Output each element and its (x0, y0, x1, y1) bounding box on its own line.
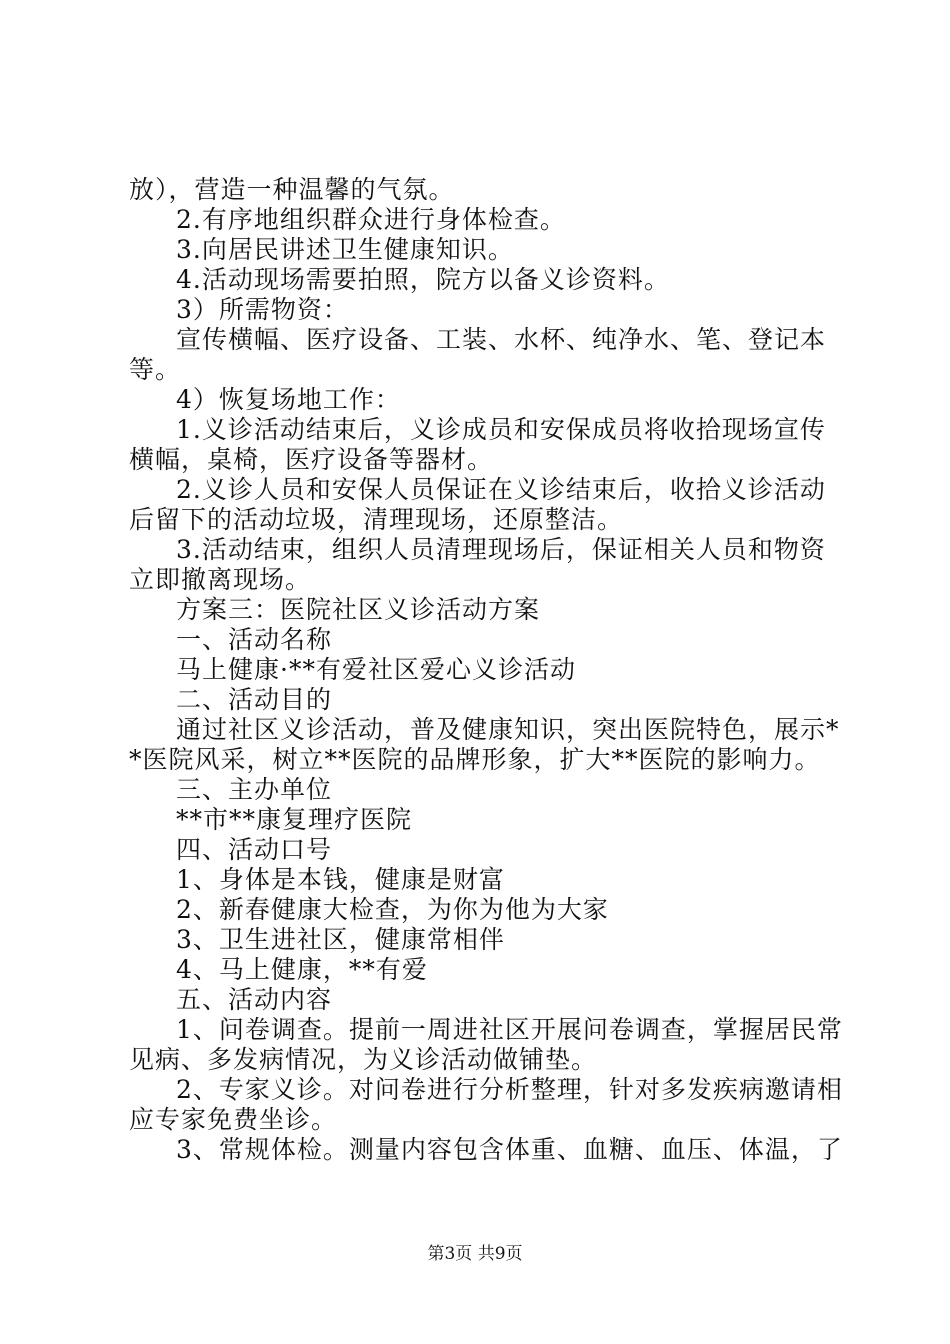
text-line: **市**康复理疗医院 (176, 805, 413, 834)
text-line: 三、主办单位 (176, 775, 333, 804)
text-line: 4.活动现场需要拍照，院方以备义诊资料。 (176, 265, 670, 294)
text-line: 横幅，桌椅，医疗设备等器材。 (129, 445, 494, 474)
text-line: 3.活动结束，组织人员清理现场后，保证相关人员和物资 (176, 535, 826, 564)
text-line: 3.向居民讲述卫生健康知识。 (176, 235, 514, 264)
text-line: 一、活动名称 (176, 625, 333, 654)
text-line: 4）恢复场地工作： (176, 385, 401, 414)
text-line: 四、活动口号 (176, 835, 333, 864)
text-line: 后留下的活动垃圾，清理现场，还原整洁。 (129, 505, 624, 534)
text-line: 方案三：医院社区义诊活动方案 (176, 595, 541, 624)
text-line: 1、问卷调查。提前一周进社区开展问卷调查，掌握居民常 (176, 1015, 843, 1044)
text-line: 五、活动内容 (176, 985, 333, 1014)
text-line: 2.义诊人员和安保人员保证在义诊结束后，收拾义诊活动 (176, 475, 826, 504)
text-line: *医院风采，树立**医院的品牌形象，扩大**医院的影响力。 (129, 745, 821, 774)
text-line: 立即撤离现场。 (129, 565, 312, 594)
text-line: 2、新春健康大检查，为你为他为大家 (176, 895, 609, 924)
text-line: 见病、多发病情况，为义诊活动做铺垫。 (129, 1045, 598, 1074)
page-footer: 第3页 共9页 (427, 1244, 523, 1264)
text-line: 放），营造一种温馨的气氛。 (129, 175, 455, 204)
text-line: 1.义诊活动结束后，义诊成员和安保成员将收拾现场宣传 (176, 415, 826, 444)
text-line: 3）所需物资： (176, 295, 349, 324)
text-line: 4、马上健康，**有爱 (176, 955, 428, 984)
text-line: 二、活动目的 (176, 685, 333, 714)
text-line: 马上健康·**有爱社区爱心义诊活动 (176, 655, 576, 684)
text-line: 宣传横幅、医疗设备、工装、水杯、纯净水、笔、登记本 (176, 325, 827, 354)
text-line: 等。 (129, 355, 182, 384)
document-body (129, 175, 843, 1165)
text-line: 2.有序地组织群众进行身体检查。 (176, 205, 566, 234)
text-line: 应专家免费坐诊。 (129, 1105, 338, 1134)
text-line: 2、专家义诊。对问卷进行分析整理，针对多发疾病邀请相 (176, 1075, 843, 1104)
text-line: 3、常规体检。测量内容包含体重、血糖、血压、体温，了 (176, 1135, 843, 1164)
text-line: 3、卫生进社区，健康常相伴 (176, 925, 505, 954)
text-line: 1、身体是本钱，健康是财富 (176, 865, 505, 894)
text-line: 通过社区义诊活动，普及健康知识，突出医院特色，展示* (176, 715, 840, 744)
